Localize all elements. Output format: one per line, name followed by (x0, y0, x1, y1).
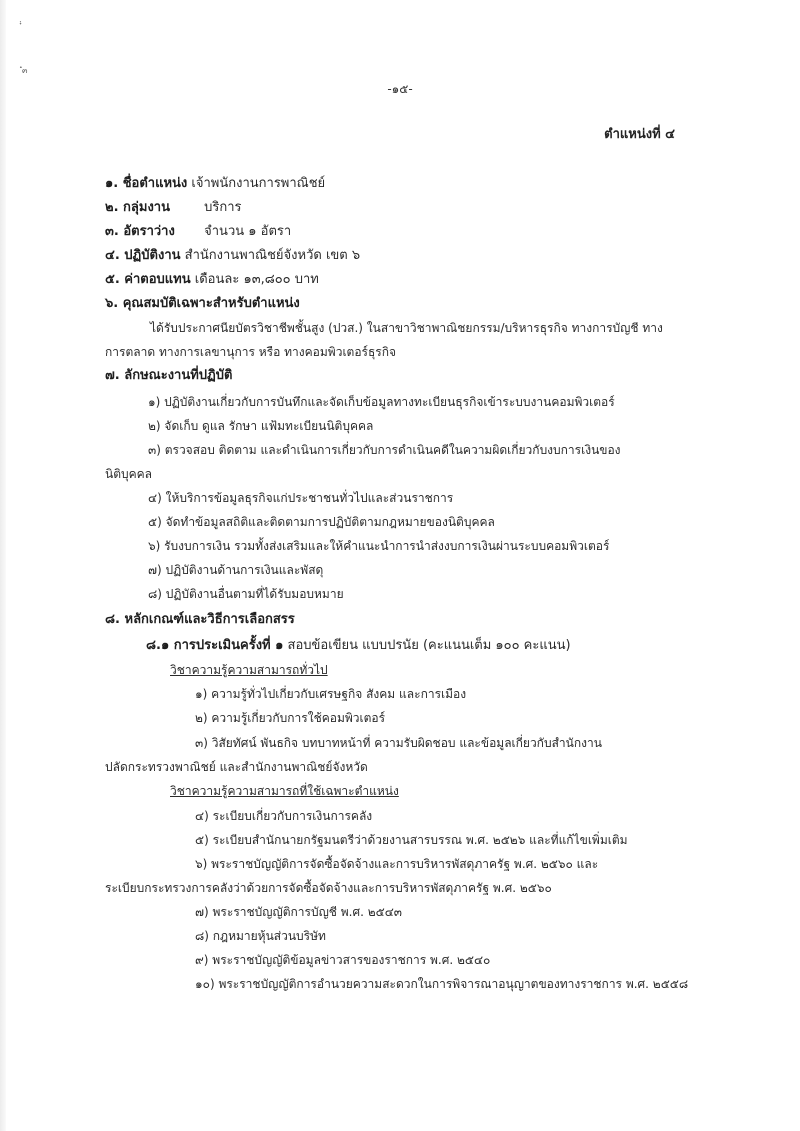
qualifications-heading: ๖. คุณสมบัติเฉพาะสำหรับตำแหน่ง (105, 296, 300, 311)
position-label: ตำแหน่งที่ ๔ (604, 127, 675, 142)
field-value: เดือนละ ๑๓,๘๐๐ บาท (194, 272, 319, 287)
duty-item-continued: นิติบุคคล (105, 467, 153, 481)
duty-item: ๑) ปฏิบัติงานเกี่ยวกับการบันทึกและจัดเก็บข้อมูลทางทะเบียนธุรกิจเข้าระบบงานคอมพิวเตอร์ (148, 395, 615, 409)
field-position-name (105, 174, 325, 194)
field-compensation (105, 270, 319, 290)
field-label: ๕. ค่าตอบแทน (105, 272, 191, 287)
general-item: ๒) ความรู้เกี่ยวกับการใช้คอมพิวเตอร์ (195, 711, 386, 725)
field-label: ๑. ชื่อตำแหน่ง (105, 176, 188, 191)
duty-item: ๓) ตรวจสอบ ติดตาม และดำเนินการเกี่ยวกับการดำเนินคดีในความผิดเกี่ยวกับงบการเงินของ (148, 443, 621, 457)
specific-item: ๕) ระเบียบสำนักนายกรัฐมนตรีว่าด้วยงานสารบรรณ พ.ศ. ๒๕๒๖ และที่แก้ไขเพิ่มเติม (195, 833, 628, 847)
specific-item: ๗) พระราชบัญญัติการบัญชี พ.ศ. ๒๕๔๓ (195, 905, 403, 919)
field-label: ๔. ปฏิบัติงาน (105, 248, 181, 263)
duty-item: ๕) จัดทำข้อมูลสถิติและติดตามการปฏิบัติตามกฎหมายของนิติบุคคล (148, 515, 495, 529)
specific-item: ๙) พระราชบัญญัติข้อมูลข่าวสารของราชการ พ.ศ. ๒๕๔๐ (195, 953, 491, 967)
subheading-rest: สอบข้อเขียน แบบปรนัย (คะแนนเต็ม ๑๐๐ คะแนน) (287, 638, 571, 653)
field-workplace (105, 246, 360, 266)
duty-item: ๘) ปฏิบัติงานอื่นตามที่ได้รับมอบหมาย (148, 587, 344, 601)
field-vacancy (105, 222, 291, 242)
page-number: -๑๕- (387, 82, 413, 96)
selection-subheading (146, 636, 571, 656)
general-knowledge-title: วิชาความรู้ความสามารถทั่วไป (170, 663, 328, 677)
duties-heading: ๗. ลักษณะงานที่ปฏิบัติ (105, 368, 233, 383)
specific-item: ๔) ระเบียบเกี่ยวกับการเงินการคลัง (195, 809, 373, 823)
specific-knowledge-title: วิชาความรู้ความสามารถที่ใช้เฉพาะตำแหน่ง (170, 784, 399, 798)
field-value: จำนวน ๑ อัตรา (204, 224, 292, 239)
field-label: ๒. กลุ่มงาน (105, 200, 170, 215)
specific-item: ๘) กฎหมายหุ้นส่วนบริษัท (195, 929, 326, 943)
scan-edge-shadow (0, 0, 6, 1131)
specific-item: ๖) พระราชบัญญัติการจัดซื้อจัดจ้างและการบริหารพัสดุภาครัฐ พ.ศ. ๒๕๖๐ และ (195, 857, 599, 871)
margin-mark-bottom: ํ๓ (22, 66, 28, 75)
specific-item: ๑๐) พระราชบัญญัติการอำนวยความสะดวกในการพิจารณาอนุญาตของทางราชการ พ.ศ. ๒๕๕๘ (195, 977, 689, 991)
duty-item: ๗) ปฏิบัติงานด้านการเงินและพัสดุ (148, 563, 324, 577)
field-work-group (105, 198, 242, 218)
qualifications-text-2: การตลาด ทางการเลขานุการ หรือ ทางคอมพิวเตอร์ธุรกิจ (105, 345, 397, 359)
duty-item: ๒) จัดเก็บ ดูแล รักษา แฟ้มทะเบียนนิติบุคคล (148, 419, 374, 433)
duty-item: ๖) รับงบการเงิน รวมทั้งส่งเสริมและให้คำแนะนำการนำส่งงบการเงินผ่านระบบคอมพิวเตอร์ (148, 539, 610, 553)
general-item: ๓) วิสัยทัศน์ พันธกิจ บทบาทหน้าที่ ความรับผิดชอบ และข้อมูลเกี่ยวกับสำนักงาน (195, 736, 602, 750)
selection-heading: ๘. หลักเกณฑ์และวิธีการเลือกสรร (105, 612, 295, 627)
field-value: สำนักงานพาณิชย์จังหวัด เขต ๖ (184, 248, 361, 263)
field-value: เจ้าพนักงานการพาณิชย์ (191, 176, 326, 191)
duty-item: ๔) ให้บริการข้อมูลธุรกิจแก่ประชาชนทั่วไปและส่วนราชการ (148, 491, 454, 505)
qualifications-text-1: ได้รับประกาศนียบัตรวิชาชีพชั้นสูง (ปวส.) ในสาขาวิชาพาณิชยกรรม/บริหารธุรกิจ ทางการบัญชี ทาง (150, 321, 663, 335)
general-item: ๑) ความรู้ทั่วไปเกี่ยวกับเศรษฐกิจ สังคม และการเมือง (195, 687, 467, 701)
field-label: ๓. อัตราว่าง (105, 224, 175, 239)
general-item-continued: ปลัดกระทรวงพาณิชย์ และสำนักงานพาณิชย์จังหวัด (105, 760, 368, 774)
field-value: บริการ (204, 200, 242, 215)
subheading-bold: ๘.๑ การประเมินครั้งที่ ๑ (146, 638, 284, 653)
specific-item-continued: ระเบียบกระทรวงการคลังว่าด้วยการจัดซื้อจัดจ้างและการบริหารพัสดุภาครัฐ พ.ศ. ๒๕๖๐ (105, 881, 552, 895)
